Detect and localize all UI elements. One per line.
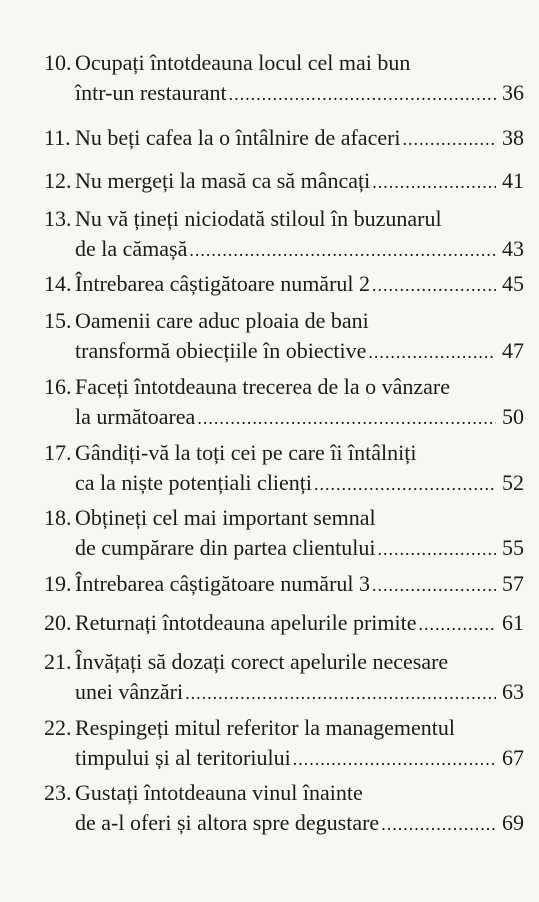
page-number: 67	[502, 745, 524, 770]
entry-title-line: de a-l oferi și altora spre degustare	[75, 810, 380, 835]
page-number: 36	[502, 80, 524, 105]
page-number: 69	[502, 810, 524, 835]
entry-number: 13.	[44, 206, 72, 231]
dot-leader	[381, 809, 496, 839]
entry-title-line: de la cămașă	[75, 236, 188, 261]
entry-number: 11.	[44, 125, 71, 150]
page-number: 63	[502, 679, 524, 704]
page-number: 61	[502, 610, 524, 635]
entry-number: 14.	[44, 271, 72, 296]
entry-number: 15.	[44, 308, 72, 333]
page-number: 41	[502, 168, 524, 193]
entry-title-line: Nu beți cafea la o întâlnire de afaceri	[75, 125, 401, 150]
page-number: 38	[502, 125, 524, 150]
entry-title-line: ca la niște potențiali clienți	[75, 470, 313, 495]
entry-title-line: Gustați întotdeauna vinul înainte	[75, 780, 363, 805]
dot-leader	[372, 167, 496, 197]
dot-leader	[368, 337, 496, 367]
dot-leader	[293, 744, 496, 774]
entry-number: 17.	[44, 440, 72, 465]
dot-leader	[419, 609, 497, 639]
dot-leader	[403, 124, 496, 154]
entry-number: 16.	[44, 374, 72, 399]
entry-title-line: Întrebarea câștigătoare numărul 3	[75, 571, 371, 596]
page-number: 47	[502, 338, 524, 363]
entry-number: 10.	[44, 50, 72, 75]
entry-title-line: Întrebarea câștigătoare numărul 2	[75, 271, 371, 296]
entry-number: 23.	[44, 780, 72, 805]
dot-leader	[372, 570, 496, 600]
entry-title-line: timpului și al teritoriului	[75, 745, 291, 770]
page-number: 45	[502, 271, 524, 296]
page-number: 50	[502, 404, 524, 429]
dot-leader	[372, 270, 496, 300]
page-number: 57	[502, 571, 524, 596]
entry-number: 18.	[44, 505, 72, 530]
entry-title-line: la următoarea	[75, 404, 196, 429]
entry-title-line: transformă obiecțiile în obiective	[75, 338, 367, 363]
entry-number: 22.	[44, 715, 72, 740]
page-number: 52	[502, 470, 524, 495]
entry-number: 12.	[44, 168, 72, 193]
entry-title-line: de cumpărare din partea clientului	[75, 535, 376, 560]
entry-title-line: unei vânzări	[75, 679, 184, 704]
entry-title-line: Oamenii care aduc ploaia de bani	[75, 308, 369, 333]
page-number: 43	[502, 236, 524, 261]
dot-leader	[197, 403, 496, 433]
entry-title-line: Nu mergeți la masă ca să mâncați	[75, 168, 371, 193]
entry-title-line: Faceți întotdeauna trecerea de la o vânzare	[75, 374, 450, 399]
entry-number: 20.	[44, 610, 72, 635]
entry-title-line: Nu vă țineți niciodată stiloul în buzunarul	[75, 206, 442, 231]
entry-title-line: Obțineți cel mai important semnal	[75, 505, 376, 530]
dot-leader	[314, 469, 496, 499]
entry-title-line: Învățați să dozați corect apelurile necesare	[75, 649, 449, 674]
dot-leader	[189, 235, 496, 265]
entry-title-line: într-un restaurant	[75, 80, 227, 105]
entry-number: 21.	[44, 649, 72, 674]
page-number: 55	[502, 535, 524, 560]
entry-title-line: Gândiți-vă la toți cei pe care îi întâlniți	[75, 440, 417, 465]
dot-leader	[185, 678, 496, 708]
entry-number: 19.	[44, 571, 72, 596]
entry-title-line: Ocupați întotdeauna locul cel mai bun	[75, 50, 411, 75]
dot-leader	[378, 534, 496, 564]
dot-leader	[229, 79, 496, 109]
entry-title-line: Returnați întotdeauna apelurile primite	[75, 610, 417, 635]
entry-title-line: Respingeți mitul referitor la managementul	[75, 715, 455, 740]
